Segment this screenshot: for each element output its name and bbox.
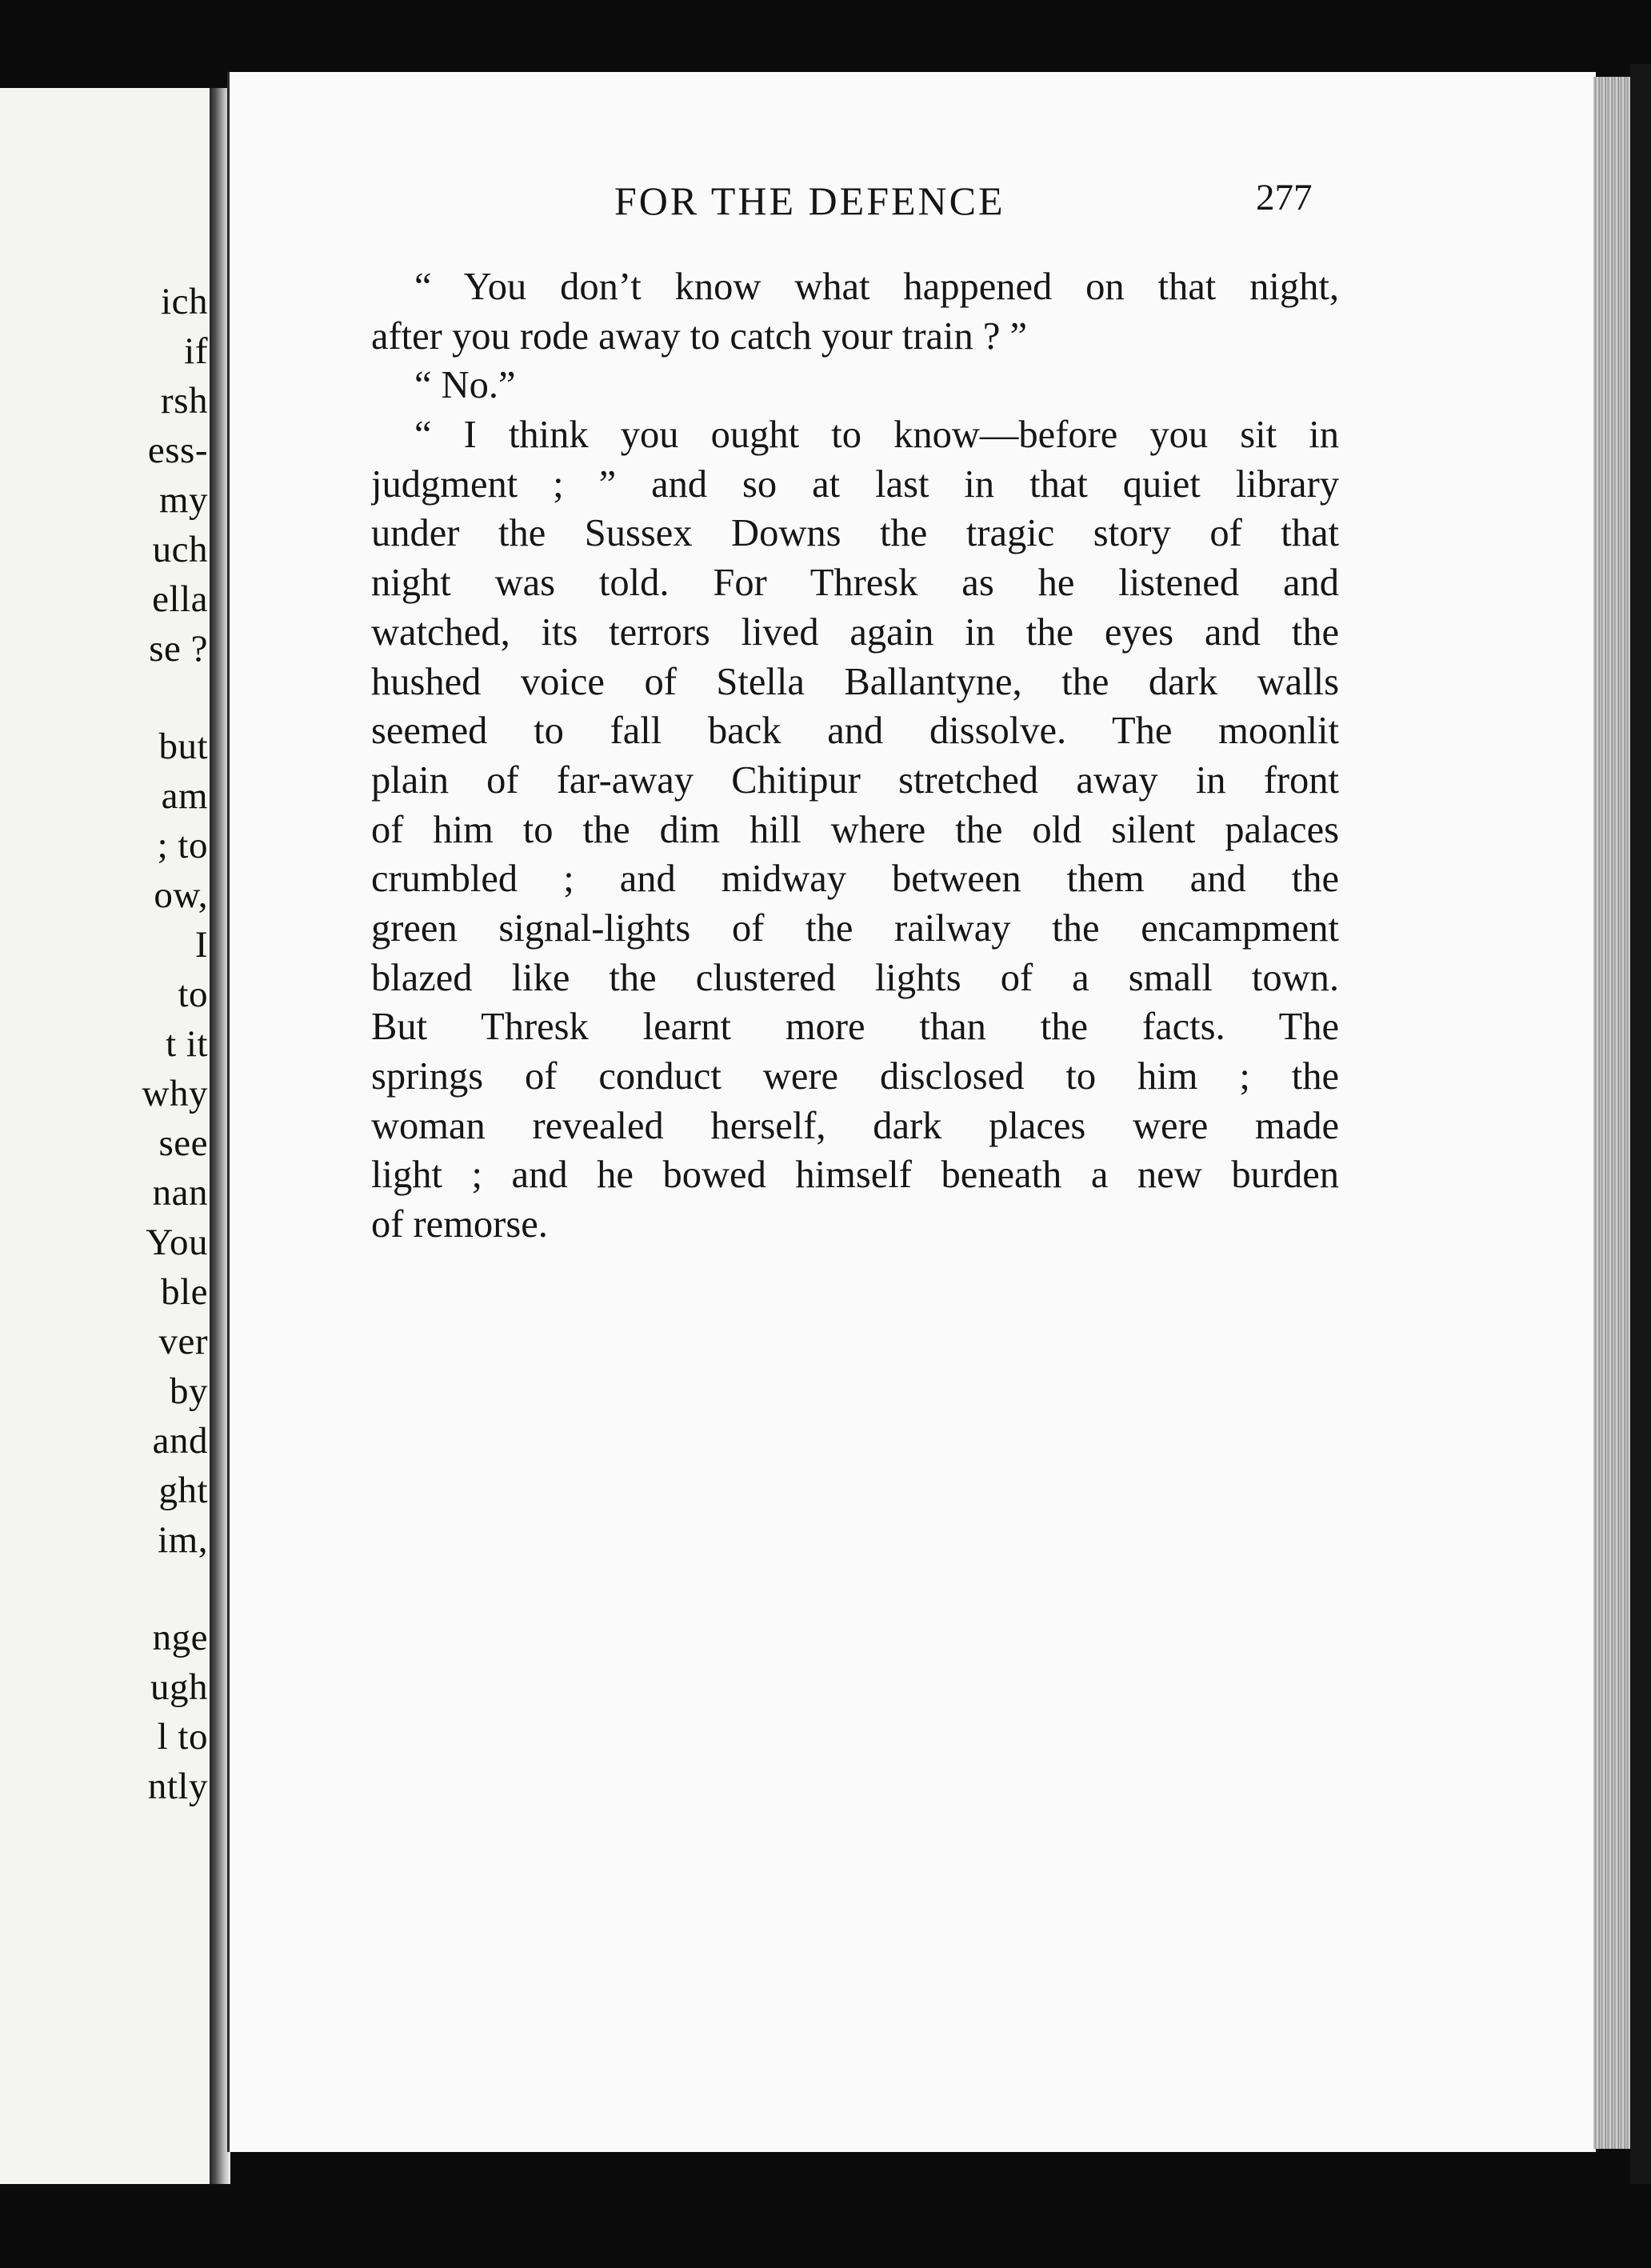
facing-page-fragment: im,	[158, 1519, 208, 1561]
facing-page-fragment: my	[158, 479, 208, 521]
text-line: “ I think you ought to know—before you sit in	[414, 414, 1339, 457]
facing-page-fragment: ble	[161, 1271, 208, 1313]
body-text	[371, 262, 1339, 1250]
facing-page-fragment: I	[194, 924, 208, 966]
facing-page-fragment: am	[161, 775, 208, 817]
facing-page-fragment: to	[178, 974, 208, 1015]
facing-page-fragment: rsh	[161, 380, 208, 422]
text-line: plain of far-away Chitipur stretched away in front	[371, 758, 1339, 802]
facing-page-fragment: t it	[166, 1023, 208, 1065]
facing-page-fragment: uch	[152, 529, 208, 570]
facing-page-fragment: ich	[161, 281, 208, 322]
facing-page-fragment: nge	[152, 1617, 208, 1658]
facing-page-fragment: by	[170, 1370, 208, 1412]
facing-page-fragment: ; to	[157, 825, 208, 866]
text-line: seemed to fall back and dissolve. The moonlit	[371, 710, 1339, 753]
text-line: light ; and he bowed himself beneath a new burden	[371, 1154, 1339, 1197]
facing-page-fragment: ugh	[150, 1666, 208, 1708]
facing-page-fragment: ow,	[154, 874, 208, 916]
text-line: judgment ; ” and so at last in that quiet library	[371, 462, 1339, 506]
text-line: green signal-lights of the railway the encampment	[371, 906, 1339, 950]
facing-page-fragment: nan	[152, 1172, 208, 1214]
text-line: woman revealed herself, dark places were made	[371, 1104, 1339, 1147]
text-line: of remorse.	[371, 1203, 548, 1246]
facing-page-cropped	[0, 88, 221, 2184]
text-line: blazed like the clustered lights of a small town.	[371, 956, 1339, 999]
text-line: crumbled ; and midway between them and the	[371, 858, 1339, 901]
text-line: hushed voice of Stella Ballantyne, the dark walls	[371, 660, 1339, 703]
text-line: “ No.”	[414, 364, 516, 407]
scan-border	[1630, 64, 1651, 2184]
text-line: But Thresk learnt more than the facts. The	[371, 1006, 1339, 1049]
page-number: 277	[1256, 177, 1313, 218]
text-line: under the Sussex Downs the tragic story of that	[371, 512, 1339, 555]
text-line: after you rode away to catch your train ? ”	[371, 314, 1028, 358]
facing-page-fragment: se ?	[149, 628, 208, 670]
facing-page-fragment: see	[158, 1122, 208, 1164]
facing-page-fragment: and	[152, 1420, 208, 1462]
text-line: watched, its terrors lived again in the eyes and the	[371, 610, 1339, 654]
page-header	[227, 178, 1593, 234]
facing-page-fragment: ella	[152, 578, 208, 620]
facing-page-fragment: if	[184, 330, 208, 372]
page-edges	[1593, 77, 1630, 2149]
facing-page-fragment: but	[158, 726, 208, 767]
facing-page-fragment: ght	[158, 1470, 208, 1511]
text-line: of him to the dim hill where the old silent palaces	[371, 808, 1339, 851]
text-line: “ You don’t know what happened on that night,	[414, 266, 1339, 308]
text-line: springs of conduct were disclosed to him ; the	[371, 1055, 1339, 1098]
facing-page-fragment: why	[142, 1073, 208, 1114]
facing-page-fragment: ess-	[147, 430, 208, 471]
running-head: FOR THE DEFENCE	[614, 178, 1005, 223]
facing-page-fragment: l to	[157, 1716, 208, 1758]
facing-page-fragment: ntly	[147, 1766, 208, 1807]
facing-page-fragment: ver	[158, 1321, 208, 1362]
facing-page-fragment: You	[146, 1222, 208, 1263]
text-line: night was told. For Thresk as he listened and	[371, 562, 1339, 605]
